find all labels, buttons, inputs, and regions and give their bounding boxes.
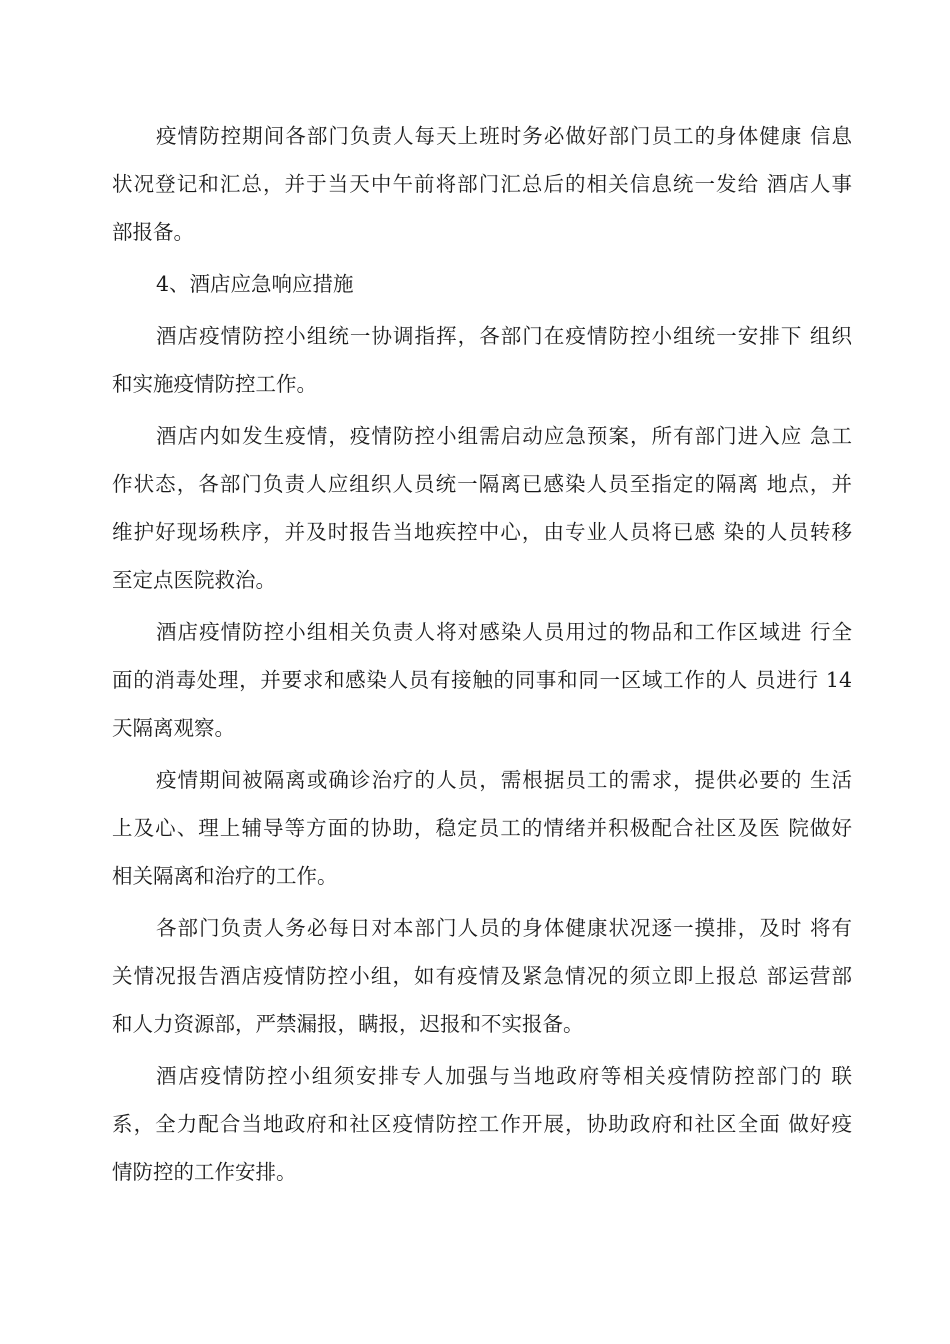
text-line: 关情况报告酒店疫情防控小组，如有疫情及紧急情况的须立即上报总 部运营部	[112, 964, 852, 988]
paragraph-outbreak-plan	[112, 412, 852, 604]
document-page	[112, 112, 852, 1200]
text-line: 疫情期间被隔离或确诊治疗的人员，需根据员工的需求，提供必要的 生活	[156, 768, 852, 792]
text-line: 面的消毒处理，并要求和感染人员有接触的同事和同一区域工作的人 员进行 14	[112, 668, 852, 692]
paragraph-support	[112, 756, 852, 900]
text-line: 至定点医院救治。	[112, 568, 276, 592]
text-line: 相关隔离和治疗的工作。	[112, 864, 338, 888]
text-line: 系，全力配合当地政府和社区疫情防控工作开展，协助政府和社区全面 做好疫	[112, 1112, 852, 1136]
paragraph-government-liaison	[112, 1052, 852, 1196]
text-line: 部报备。	[112, 220, 194, 244]
paragraph-coordination	[112, 312, 852, 408]
text-line: 酒店疫情防控小组须安排专人加强与当地政府等相关疫情防控部门的 联	[156, 1064, 852, 1088]
paragraph-health-reporting	[112, 112, 852, 256]
paragraph-daily-check	[112, 904, 852, 1048]
text-line: 和实施疫情防控工作。	[112, 372, 317, 396]
text-line: 天隔离观察。	[112, 716, 235, 740]
text-line: 和人力资源部，严禁漏报，瞒报，迟报和不实报备。	[112, 1012, 584, 1036]
text-line: 酒店疫情防控小组统一协调指挥，各部门在疫情防控小组统一安排下 组织	[156, 324, 852, 348]
paragraph-disinfection	[112, 608, 852, 752]
text-line: 上及心、理上辅导等方面的协助，稳定员工的情绪并积极配合社区及医 院做好	[112, 816, 852, 840]
text-line: 作状态，各部门负责人应组织人员统一隔离已感染人员至指定的隔离 地点，并	[112, 472, 852, 496]
heading-line: 4、酒店应急响应措施	[156, 272, 354, 296]
text-line: 疫情防控期间各部门负责人每天上班时务必做好部门员工的身体健康 信息	[156, 124, 852, 148]
text-line: 维护好现场秩序，并及时报告当地疾控中心，由专业人员将已感 染的人员转移	[112, 520, 852, 544]
section-heading-emergency-response	[112, 260, 852, 308]
text-line: 情防控的工作安排。	[112, 1160, 297, 1184]
text-line: 酒店疫情防控小组相关负责人将对感染人员用过的物品和工作区域进 行全	[156, 620, 852, 644]
text-line: 状况登记和汇总，并于当天中午前将部门汇总后的相关信息统一发给 酒店人事	[112, 172, 852, 196]
text-line: 各部门负责人务必每日对本部门人员的身体健康状况逐一摸排，及时 将有	[156, 916, 852, 940]
text-line: 酒店内如发生疫情，疫情防控小组需启动应急预案，所有部门进入应 急工	[156, 424, 852, 448]
